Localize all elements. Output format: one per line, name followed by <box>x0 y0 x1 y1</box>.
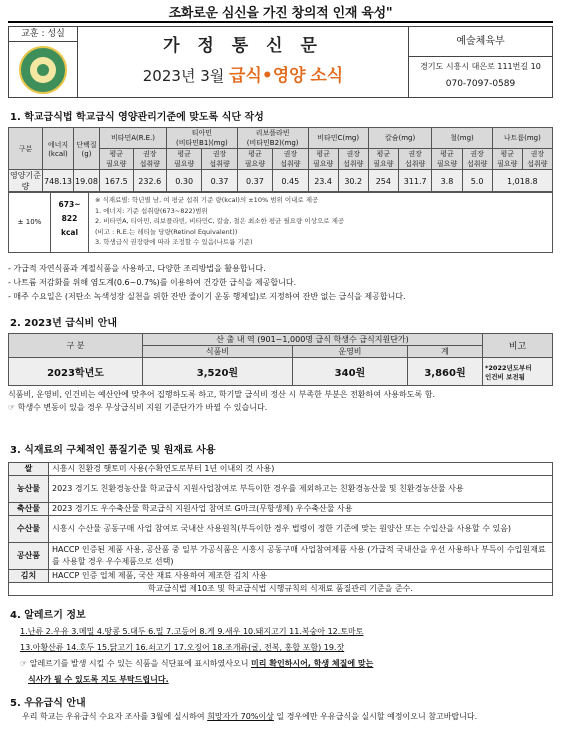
sub-upper: 평균 필요량 <box>492 149 522 170</box>
row-value: 2023 경기도 우수축산물 학교급식 지원사업 참여로 G마크(무항생제) 우수축산물 사용 <box>49 503 553 516</box>
allergy-info <box>20 624 553 688</box>
col-oper: 운영비 <box>292 346 407 358</box>
page-title: 가 정 통 신 문 <box>163 36 323 56</box>
sub-min: 평균 필요량 <box>368 149 398 170</box>
section-2-title: 2. 2023년 급식비 안내 <box>10 318 117 329</box>
oper-cost: 340원 <box>292 358 407 386</box>
department: 예술체육부 <box>409 27 552 57</box>
cost-note: 식품비, 운영비, 인건비는 예산안에 맞추어 집행하도록 하고, 학기말 급식비 정산 시 부족한 부분은 전환하여 사용하도록 함. <box>8 390 435 399</box>
meal-cost-notes <box>8 388 553 414</box>
menu-principles <box>8 262 553 304</box>
section-3-title: 3. 식재료의 구체적인 품질기준 및 원재료 사용 <box>10 445 216 456</box>
col-total: 계 <box>408 346 483 358</box>
meal-cost-table <box>8 333 553 386</box>
sub-min: 평균 필요량 <box>167 149 202 170</box>
milk-text-b: 희망자가 70%이상 <box>207 712 274 721</box>
col-thiamin: 티아민 (비타민B1)(mg) <box>167 128 238 149</box>
header-contact <box>408 26 553 98</box>
col-vitc: 비타민C(mg) <box>308 128 368 149</box>
principle-item: - 매주 수요일은 (저탄소 녹색성장 실천을 위한 잔반 줄이기 운동 행제일)로 지정하여 잔반 없는 급식을 제공합니다. <box>8 292 406 301</box>
milk-text-a: 우리 학교는 우유급식 수요자 조사를 3월에 실시하여 <box>22 712 208 721</box>
sub-rec: 권장 섭취량 <box>273 149 308 170</box>
row-value: 2023 경기도 친환경농산물 학교급식 지원사업참여로 부득이한 경우를 제외하고는 친환경농산물 및 친환경농산물 사용 <box>49 476 553 503</box>
std-note: ※ 식재료별: 학년별 남, 여 평균 섭취 기준 량(kcal)의 ±10% 범위 이내로 제공 <box>95 196 319 204</box>
std-note: 2. 비타민A, 티아민, 리보플라빈, 비타민C, 칼슘, 철은 최소한 평균 필요량 이상으로 제공 <box>95 217 345 225</box>
sub-rec: 권장 섭취량 <box>202 149 237 170</box>
col-gubun: 구 분 <box>9 334 143 358</box>
value-thiamin-rec: 0.37 <box>202 170 237 193</box>
col-detail: 산 출 내 역 (901~1,000명 급식 학생수 급식지원단가) <box>143 334 483 346</box>
value-vitc-rec: 30.2 <box>338 170 368 193</box>
col-note: 비고 <box>483 334 553 358</box>
page-subtitle <box>78 61 408 86</box>
principle-item: - 나트륨 저감화를 위해 염도계(0.6~0.7%)를 이용하여 건강한 급식을 제공합니다. <box>8 278 297 287</box>
sub-adequate: 권장 섭취량 <box>522 149 552 170</box>
school-slogan: 조화로운 심신을 가진 창의적 인재 육성" <box>168 6 393 21</box>
std-note: 1. 에너지: 기준 섭취량(673~822)범위 <box>95 206 208 215</box>
sub-rec: 권장 섭취량 <box>398 149 432 170</box>
col-protein: 단백질 (g) <box>74 128 100 170</box>
section-5-title: 5. 우유급식 안내 <box>10 698 86 709</box>
sub-min: 평균 필요량 <box>308 149 338 170</box>
school-address: 경기도 시흥시 대은로 111번길 10 <box>420 62 541 71</box>
col-sodium: 나트륨(mg) <box>492 128 552 149</box>
row-value: 시흥시 수산물 공동구매 사업 참여로 국내산 사용원칙(부득이한 경우 법령이 정한 기준에 맞는 원양산 또는 수입산을 사용할 수 있음) <box>49 516 553 543</box>
value-sodium: 1,018.8 <box>492 170 552 193</box>
school-emblem-icon <box>19 46 67 94</box>
sub-min: 평균 필요량 <box>432 149 462 170</box>
row-note: *2022년도부터 인건비 보전됨 <box>483 358 553 386</box>
header-title-area <box>78 26 408 98</box>
allergy-note-b: 미리 확인하시어, 학생 체질에 맞는 <box>250 659 374 668</box>
allergy-list-2: 13.아황산류 14.호두 15.닭고기 16.쇠고기 17.오징어 18.조개류(굴, 전복, 홍합 포함) 19.잣 <box>20 643 345 652</box>
row-value: HACCP 인증 업체 제품, 국산 재료 사용하여 제조한 김치 사용 <box>49 570 553 583</box>
principle-item: - 가급적 자연식품과 계절식품을 사용하고, 다양한 조리방법을 활용합니다. <box>8 264 266 273</box>
cost-note: ☞ 학생수 변동이 있을 경우 무상급식비 지원 기준단가가 바뀔 수 있습니다. <box>8 403 268 412</box>
value-calcium-rec: 311.7 <box>398 170 432 193</box>
std-kcal: 673~ 822 kcal <box>51 192 89 252</box>
sub-rec: 권장 섭취량 <box>133 149 167 170</box>
food-cost: 3,520원 <box>143 358 293 386</box>
value-iron-min: 3.8 <box>432 170 462 193</box>
row-value: 시흥시 친환경 햇토미 사용(수확연도로부터 1년 이내의 것 사용) <box>49 463 553 476</box>
row-key: 농산물 <box>9 476 49 503</box>
allergy-note-c: 식사가 될 수 있도록 지도 부탁드립니다. <box>28 675 169 684</box>
nutrition-table <box>8 127 553 193</box>
value-iron-rec: 5.0 <box>462 170 492 193</box>
subtitle-food: 급식•영양 <box>229 66 306 86</box>
quality-footer: 학교급식법 제10조 및 학교급식법 시행규칙의 식재료 품질관리 기준을 준수. <box>9 583 553 596</box>
std-range: ± 10% <box>9 192 51 252</box>
section-4-title: 4. 알레르기 정보 <box>10 610 86 621</box>
row-label: 영양기준량 <box>10 171 41 191</box>
row-key: 축산물 <box>9 503 49 516</box>
value-vitc-min: 23.4 <box>308 170 338 193</box>
subtitle-news: 소식 <box>310 66 344 86</box>
ingredient-quality-table <box>8 462 553 596</box>
row-key: 수산물 <box>9 516 49 543</box>
value-protein: 19.08 <box>74 170 100 193</box>
col-food: 식품비 <box>143 346 293 358</box>
row-year: 2023학년도 <box>9 358 143 386</box>
milk-text-c: 일 경우에만 우유급식을 실시할 예정이오니 참고바랍니다. <box>273 712 478 721</box>
row-key: 김치 <box>9 570 49 583</box>
letter-header <box>8 26 553 98</box>
allergy-note <box>20 656 553 672</box>
col-iron: 철(mg) <box>432 128 492 149</box>
sub-min: 평균 필요량 <box>237 149 272 170</box>
milk-info <box>8 710 553 724</box>
sub-rec: 권장 섭취량 <box>338 149 368 170</box>
row-value: HACCP 인증된 제품 사용, 공산품 중 일부 가공식품은 시흥시 공동구매 사업참여제품 사용 (가급적 국내산을 우선 사용하나 부득이 수입원재료를 사용할 경우 우수제품으로 선택) <box>49 543 553 570</box>
slogan-divider <box>8 21 553 23</box>
value-thiamin-min: 0.30 <box>167 170 202 193</box>
energy-standard-box <box>8 191 553 253</box>
col-energy: 에너지 (kcal) <box>43 128 74 170</box>
school-emblem-box <box>8 26 78 98</box>
allergy-note-a: ☞ 알레르기를 발생 시킬 수 있는 식품을 식단표에 표시하였사오니 <box>20 659 251 668</box>
col-riboflavin: 리보플라빈 (비타민B2)(mg) <box>237 128 308 149</box>
allergy-list-1: 1.난류 2.우유 3.메밀 4.땅콩 5.대두 6.밀 7.고등어 8.게 9.새우 10.돼지고기 11.복숭아 12.토마토 <box>20 627 364 636</box>
col-gubun: 구분 <box>9 128 43 170</box>
value-energy: 748.13 <box>43 170 74 193</box>
std-notes <box>95 195 550 248</box>
total-cost: 3,860원 <box>408 358 483 386</box>
subtitle-date: 2023년 3월 <box>142 67 225 85</box>
school-motto: 교훈 : 성실 <box>9 27 77 42</box>
row-key: 쌀 <box>9 463 49 476</box>
value-vita-rec: 232.6 <box>133 170 167 193</box>
std-note: (비고 : R.E.는 레티놀 당량(Retinol Equivalent)) <box>95 227 238 236</box>
std-note: 3. 학생급식 권장량에 따라 조정할 수 있음(나트륨 기준) <box>95 238 253 246</box>
value-ribo-rec: 0.45 <box>273 170 308 193</box>
sub-rec: 권장 섭취량 <box>462 149 492 170</box>
value-ribo-min: 0.37 <box>237 170 272 193</box>
section-1-title: 1. 학교급식법 학교급식 영양관리기준에 맞도록 식단 작성 <box>10 112 264 123</box>
col-calcium: 칼슘(mg) <box>368 128 432 149</box>
value-calcium-min: 254 <box>368 170 398 193</box>
row-key: 공산품 <box>9 543 49 570</box>
col-vita: 비타민A(R.E.) <box>100 128 167 149</box>
school-phone: 070-7097-0589 <box>445 79 516 89</box>
value-vita-min: 167.5 <box>100 170 134 193</box>
sub-min: 평균 필요량 <box>100 149 134 170</box>
